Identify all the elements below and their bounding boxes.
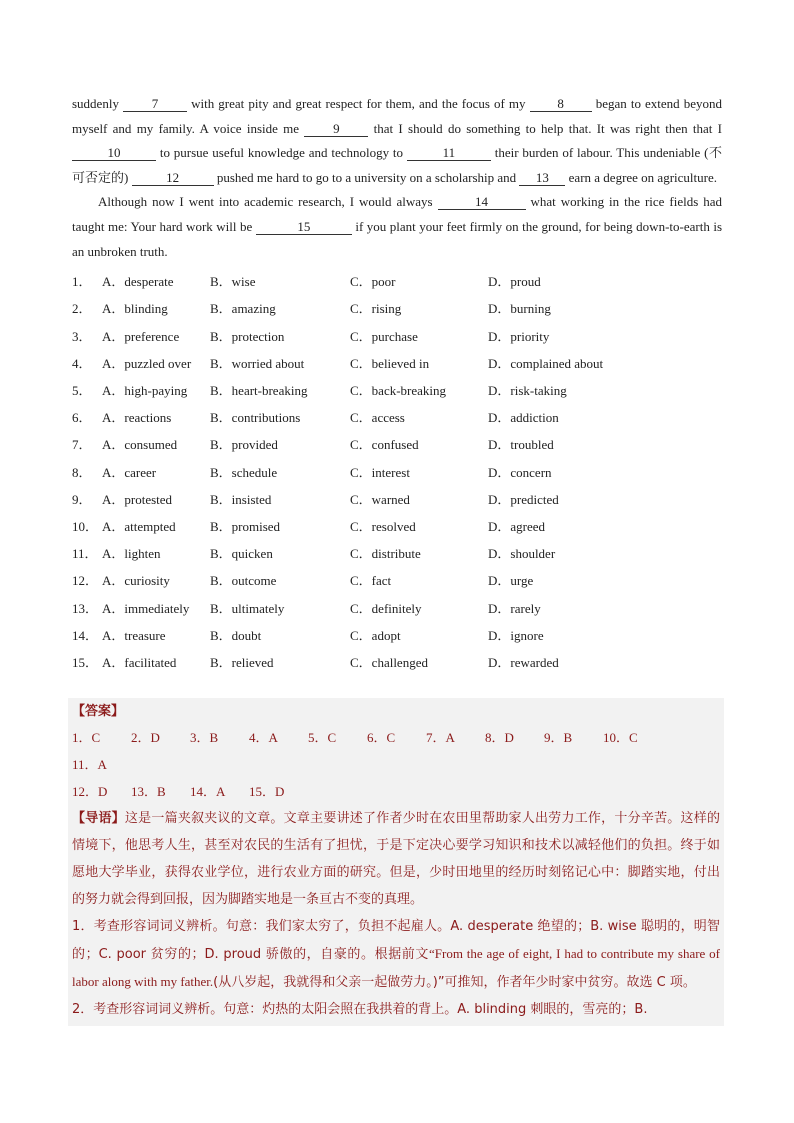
option-a[interactable]: A．facilitated [102, 654, 177, 670]
passage-paragraph-2 [72, 190, 722, 264]
question-1-options [72, 267, 722, 294]
option-d[interactable]: D．priority [488, 328, 550, 344]
option-a[interactable]: A．consumed [102, 437, 178, 453]
option-c[interactable]: C．rising [350, 301, 402, 317]
question-number: 2． [72, 301, 92, 317]
answer-key: 5．C [308, 730, 337, 745]
option-d[interactable]: D．risk-taking [488, 383, 567, 398]
explanation-2-text: 2．考查形容词词义辨析。句意：灼热的太阳会照在我拱着的背上。A. blinding 刺眼的，雪亮的；B. [72, 1002, 648, 1017]
option-d[interactable]: D．burning [488, 301, 551, 317]
option-a[interactable]: A．desperate [102, 274, 174, 290]
option-a[interactable]: A．protested [102, 491, 173, 507]
question-9-options [72, 485, 722, 512]
passage [72, 92, 722, 264]
question-number: 1． [72, 274, 92, 290]
answer-key: 11．A [72, 757, 107, 772]
answer-keys-row-2 [72, 778, 720, 805]
options-list [72, 267, 722, 675]
passage-text: with great pity and great respect for them, and the focus of my [191, 96, 526, 111]
passage-text: if you plant your feet firmly on the ground, for being down-to-earth is an unbroken truth. [72, 218, 722, 259]
question-6-options [72, 403, 722, 430]
option-a[interactable]: A．attempted [102, 518, 176, 534]
explanation-1-text-b: (从八岁起，我就得和父亲一起做劳力。)”可推知，作者年少时家中贫穷。故选 C 项。 [213, 975, 696, 990]
option-b[interactable]: B．doubt [210, 627, 262, 643]
option-c[interactable]: C．access [350, 410, 405, 426]
option-b[interactable]: B．ultimately [210, 600, 285, 616]
passage-text: their burden of labour. This undeniable (不可否定的) [72, 145, 723, 185]
option-b[interactable]: B．provided [210, 437, 278, 453]
option-c[interactable]: C．poor [350, 274, 396, 290]
option-b[interactable]: B．contributions [210, 410, 301, 426]
option-c[interactable]: C．adopt [350, 627, 401, 643]
document-page [72, 92, 722, 675]
option-a[interactable]: A．immediately [102, 600, 190, 616]
answer-keys-row-1 [72, 724, 720, 778]
option-d[interactable]: D．proud [488, 274, 541, 290]
answer-key: 10．C [603, 730, 638, 745]
option-d[interactable]: D．rarely [488, 600, 541, 616]
answer-key: 6．C [367, 730, 396, 745]
question-7-options [72, 430, 722, 457]
answer-key: 15．D [249, 784, 285, 799]
question-number: 10． [72, 518, 99, 534]
passage-text: what working in the rice fields had taught me: Your hard work will be [72, 194, 723, 234]
blank-7[interactable]: 7 [123, 97, 187, 112]
question-number: 13． [72, 600, 99, 616]
option-b[interactable]: B．wise [210, 274, 256, 290]
answer-key: 12．D [72, 784, 108, 799]
answer-key: 3．B [190, 730, 219, 745]
answer-label: 【答案】 [72, 704, 125, 719]
blank-10[interactable]: 10 [72, 146, 156, 161]
passage-text: suddenly [72, 96, 119, 111]
option-d[interactable]: D．concern [488, 464, 552, 480]
option-d[interactable]: D．troubled [488, 437, 554, 453]
blank-15[interactable]: 15 [256, 220, 352, 235]
explanation-1-quote: “From the age of eight, I had to contribute my share of labor along with my father. [72, 946, 720, 989]
option-d[interactable]: D．complained about [488, 355, 604, 371]
option-d[interactable]: D．rewarded [488, 654, 559, 670]
option-a[interactable]: A．career [102, 464, 157, 480]
answer-key: 14．A [190, 784, 226, 799]
explanation-1 [72, 913, 720, 996]
question-number: 6． [72, 410, 92, 426]
question-2-options [72, 294, 722, 321]
option-d[interactable]: D．addiction [488, 410, 559, 426]
option-a[interactable]: A．lighten [102, 546, 161, 562]
passage-text: that I should do something to help that. It was right then that I [373, 120, 723, 136]
question-3-options [72, 322, 722, 349]
option-b[interactable]: B．quicken [210, 546, 273, 562]
question-number: 3． [72, 328, 92, 344]
passage-text: to pursue useful knowledge and technology to [159, 145, 404, 161]
question-number: 5． [72, 383, 92, 398]
passage-text: earn a degree on agriculture. [568, 169, 717, 185]
question-4-options [72, 349, 722, 376]
question-number: 9． [72, 491, 92, 507]
option-b[interactable]: B．worried about [210, 355, 305, 371]
option-d[interactable]: D．predicted [488, 491, 559, 507]
option-c[interactable]: C．fact [350, 573, 392, 589]
option-c[interactable]: C．believed in [350, 355, 430, 371]
option-b[interactable]: B．insisted [210, 491, 272, 507]
question-14-options [72, 621, 722, 648]
question-number: 14． [72, 627, 99, 643]
passage-paragraph-1 [72, 92, 722, 190]
blank-13[interactable]: 13 [519, 171, 565, 186]
answer-key: 8．D [485, 730, 514, 745]
option-a[interactable]: A．curiosity [102, 573, 170, 589]
passage-text: pushed me hard to go to a university on a scholarship and [216, 169, 517, 185]
question-12-options [72, 566, 722, 593]
answer-key: 4．A [249, 730, 278, 745]
answer-key: 13．B [131, 784, 166, 799]
question-8-options [72, 457, 722, 484]
guide-label: 【导语】 [72, 811, 125, 826]
blank-8[interactable]: 8 [530, 97, 592, 112]
option-c[interactable]: C．confused [350, 437, 419, 453]
option-a[interactable]: A．high-paying [102, 383, 188, 398]
option-b[interactable]: B．schedule [210, 464, 278, 480]
option-b[interactable]: B．relieved [210, 654, 274, 670]
question-number: 4． [72, 355, 92, 371]
answer-key: 9．B [544, 730, 573, 745]
option-b[interactable]: B．promised [210, 518, 281, 534]
passage-text: began to extend beyond myself and my family. A voice inside me [72, 96, 723, 136]
option-c[interactable]: C．challenged [350, 654, 428, 670]
guide-paragraph [72, 805, 720, 913]
option-a[interactable]: A．reactions [102, 410, 172, 426]
option-a[interactable]: A．treasure [102, 627, 166, 643]
question-13-options [72, 593, 722, 620]
blank-14[interactable]: 14 [438, 195, 526, 210]
question-number: 15． [72, 654, 99, 670]
option-c[interactable]: C．warned [350, 491, 410, 507]
option-d[interactable]: D．shoulder [488, 546, 556, 562]
answer-key: 7．A [426, 730, 455, 745]
option-c[interactable]: C．back-breaking [350, 383, 447, 398]
option-c[interactable]: C．definitely [350, 600, 422, 616]
question-number: 12． [72, 573, 99, 589]
option-d[interactable]: D．agreed [488, 518, 546, 534]
option-b[interactable]: B．amazing [210, 301, 276, 317]
answer-key: 1．C [72, 730, 101, 745]
question-number: 8． [72, 464, 92, 480]
question-10-options [72, 512, 722, 539]
option-a[interactable]: A．blinding [102, 301, 168, 317]
question-number: 11． [72, 546, 98, 562]
option-c[interactable]: C．resolved [350, 518, 416, 534]
option-d[interactable]: D．urge [488, 573, 534, 589]
option-a[interactable]: A．preference [102, 328, 180, 344]
guide-text: 这是一篇夹叙夹议的文章。文章主要讲述了作者少时在农田里帮助家人出劳力工作，十分辛苦。这样的情境下，他思考人生，甚至对农民的生活有了担忧，于是下定决心要学习知识和技术以减轻他们的负担。终于如愿地大学毕业，获得农业学位，进行农业方面的研究。但是，少时田地里的经历时刻铭记心中：脚踏实地，付出的努力就会得到回报，因为脚踏实地是一条亘古不变的真理。 [72, 811, 720, 907]
answer-section [68, 698, 724, 1026]
option-b[interactable]: B．protection [210, 328, 285, 344]
option-c[interactable]: C．interest [350, 464, 410, 480]
question-11-options [72, 539, 722, 566]
blank-12[interactable]: 12 [132, 171, 214, 186]
question-number: 7． [72, 437, 92, 453]
explanation-1-text-a: 1．考查形容词词义辨析。句意：我们家太穷了，负担不起雇人。A. desperate 绝望的；B. wise 聪明的，明智的；C. poor 贫穷的；D. proud 骄傲的，自豪的。根据前文 [72, 919, 720, 962]
blank-9[interactable]: 9 [304, 122, 368, 137]
option-b[interactable]: B．outcome [210, 573, 277, 589]
option-c[interactable]: C．purchase [350, 328, 418, 344]
question-5-options [72, 376, 722, 403]
option-b[interactable]: B．heart-breaking [210, 383, 308, 398]
answer-key: 2．D [131, 730, 160, 745]
blank-11[interactable]: 11 [407, 146, 491, 161]
option-c[interactable]: C．distribute [350, 546, 421, 562]
option-a[interactable]: A．puzzled over [102, 355, 192, 371]
option-d[interactable]: D．ignore [488, 627, 544, 643]
question-15-options [72, 648, 722, 675]
passage-text: Although now I went into academic research, I would always [98, 194, 433, 210]
explanation-2 [72, 996, 720, 1023]
